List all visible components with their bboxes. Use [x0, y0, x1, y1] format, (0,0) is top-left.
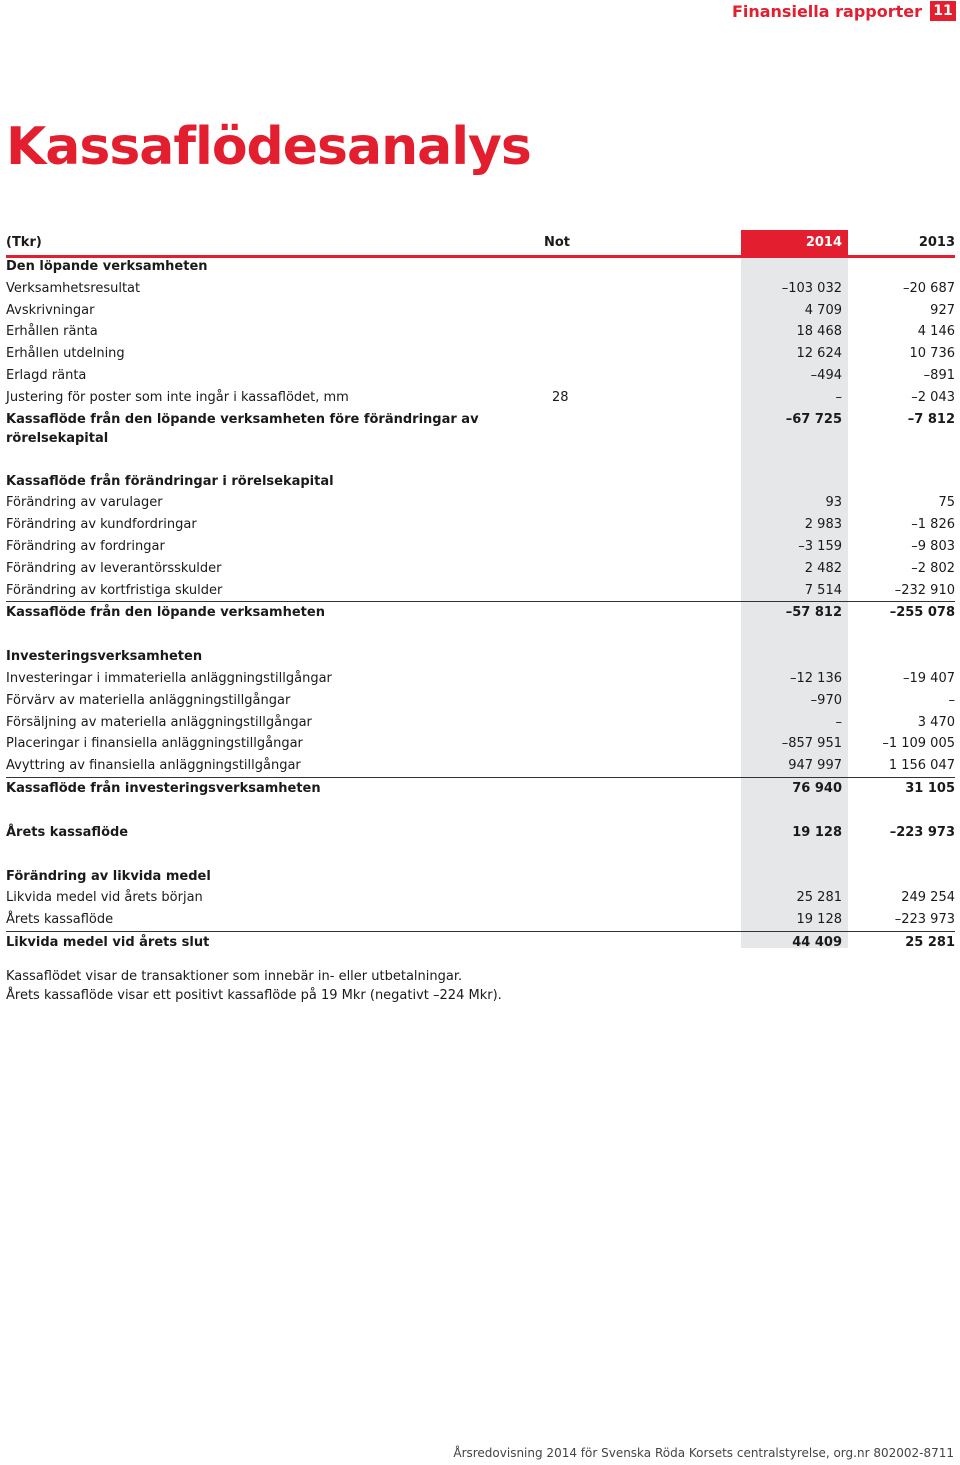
row-value-2013: –223 973: [894, 912, 955, 928]
row-value-2014: –: [835, 714, 842, 730]
section-heading-text: Kassaflöde från förändringar i rörelsekapital: [6, 473, 334, 489]
row-value-2014: 93: [825, 495, 842, 511]
table-row: [6, 909, 955, 931]
row-value-2014: 44 409: [792, 934, 842, 950]
note-header: Not: [544, 235, 571, 250]
table-row: [6, 558, 955, 580]
row-value-2013: –7 812: [907, 411, 955, 427]
table-row: [6, 536, 955, 558]
row-label: Investeringar i immateriella anläggningstillgångar: [6, 670, 332, 686]
table-row: [6, 278, 955, 300]
row-value-2013: –2 043: [911, 389, 955, 405]
row-value-2013: 75: [938, 495, 955, 511]
section-heading: [6, 471, 955, 493]
section-heading-text: Den löpande verksamheten: [6, 259, 208, 274]
row-value-2014: 7 514: [804, 582, 842, 598]
row-value-2013: –19 407: [903, 670, 955, 686]
row-label: Erhållen utdelning: [6, 346, 125, 362]
section-heading-text: Investeringsverksamheten: [6, 649, 203, 665]
row-label: Förändring av kundfordringar: [6, 517, 197, 533]
table-row: [6, 755, 955, 777]
table-row: [6, 321, 955, 343]
subtotal-row: [6, 409, 955, 449]
row-label: Verksamhetsresultat: [6, 280, 141, 296]
row-label: Kassaflöde från den löpande verksamheten: [6, 605, 325, 621]
row-label: Förändring av leverantörsskulder: [6, 560, 222, 576]
row-label: Likvida medel vid årets början: [6, 890, 203, 906]
row-value-2014: 2 482: [804, 560, 842, 576]
row-value-2014: –57 812: [785, 605, 842, 621]
row-value-2013: –1 826: [911, 517, 955, 533]
row-value-2014: –: [835, 389, 842, 405]
row-value-2013: –9 803: [911, 538, 955, 554]
note-line: Kassaflödet visar de transaktioner som innebär in- eller utbetalningar.: [6, 969, 463, 984]
row-value-2013: –223 973: [889, 824, 955, 840]
table-row: [6, 300, 955, 322]
page-header: [732, 0, 956, 22]
row-value-2013: –232 910: [894, 582, 955, 598]
row-label: Förändring av fordringar: [6, 538, 165, 554]
table-row: [6, 690, 955, 712]
row-value-2013: –891: [923, 367, 955, 383]
row-value-2013: –20 687: [903, 280, 955, 296]
row-value-2013: 3 470: [917, 714, 955, 730]
row-value-2014: –494: [810, 367, 842, 383]
table-row: [6, 733, 955, 755]
row-value-2013: 249 254: [901, 890, 955, 906]
row-value-2014: 19 128: [792, 824, 842, 840]
row-value-2014: –857 951: [781, 736, 842, 752]
note-line: Årets kassaflöde visar ett positivt kassaflöde på 19 Mkr (negativt –224 Mkr).: [6, 988, 502, 1003]
row-value-2014: 25 281: [796, 890, 842, 906]
row-label: Förvärv av materiella anläggningstillgångar: [6, 692, 291, 708]
table-row: [6, 668, 955, 690]
row-value-2014: 4 709: [804, 302, 842, 318]
row-note: 28: [552, 389, 569, 405]
section-heading: [6, 866, 955, 888]
section-title: Finansiella rapporter: [731, 1, 922, 21]
table-row: [6, 492, 955, 514]
subtotal-row: [6, 601, 955, 624]
row-label: Kassaflöde från den löpande verksamheten före förändringar av rörelsekapital: [6, 411, 479, 446]
row-value-2013: 10 736: [909, 346, 955, 362]
row-label: Årets kassaflöde: [6, 824, 129, 840]
unit-label: (Tkr): [6, 235, 42, 250]
row-value-2014: 947 997: [788, 758, 842, 774]
row-value-2013: 927: [930, 302, 955, 318]
row-label: Årets kassaflöde: [6, 912, 114, 928]
table-row: [6, 514, 955, 536]
row-value-2013: –2 802: [911, 560, 955, 576]
row-value-2013: –1 109 005: [882, 736, 955, 752]
row-value-2013: 31 105: [905, 780, 955, 796]
table-row: [6, 343, 955, 365]
row-value-2014: 2 983: [804, 517, 842, 533]
section-heading-text: Förändring av likvida medel: [6, 868, 211, 884]
year-2013-header: 2013: [918, 235, 955, 250]
row-value-2014: –970: [810, 692, 842, 708]
subtotal-row: [6, 777, 955, 800]
section-heading: [6, 646, 955, 668]
table-row: [6, 887, 955, 909]
table-row: [6, 580, 955, 602]
row-label: Kassaflöde från investeringsverksamheten: [6, 780, 321, 796]
row-label: Förändring av varulager: [6, 495, 163, 511]
page-number: 11: [930, 1, 956, 21]
table-row: [6, 365, 955, 387]
row-label: Avyttring av finansiella anläggningstillgångar: [6, 758, 301, 774]
year-2014-header: 2014: [741, 230, 848, 256]
page-footer: Årsredovisning 2014 för Svenska Röda Korsets centralstyrelse, org.nr 802002-8711: [453, 1446, 954, 1460]
row-label: Placeringar i finansiella anläggningstillgångar: [6, 736, 303, 752]
row-value-2014: –3 159: [798, 538, 842, 554]
cash-flow-table: [6, 230, 955, 954]
row-value-2013: –: [948, 692, 955, 708]
row-value-2014: –103 032: [781, 280, 842, 296]
row-value-2014: 12 624: [796, 346, 842, 362]
row-label: Justering för poster som inte ingår i kassaflödet, mm: [6, 389, 349, 405]
row-value-2014: –12 136: [790, 670, 842, 686]
row-value-2014: 18 468: [796, 324, 842, 340]
row-label: Likvida medel vid årets slut: [6, 934, 210, 950]
year-cash-flow-row: [6, 822, 955, 844]
table-row: [6, 387, 955, 409]
row-label: Erlagd ränta: [6, 367, 87, 383]
row-label: Försäljning av materiella anläggningstillgångar: [6, 714, 312, 730]
row-value-2013: 1 156 047: [888, 758, 955, 774]
row-label: Erhållen ränta: [6, 324, 98, 340]
row-value-2014: 76 940: [792, 780, 842, 796]
row-value-2014: 19 128: [796, 912, 842, 928]
row-label: Avskrivningar: [6, 302, 95, 318]
row-value-2013: –255 078: [889, 605, 955, 621]
row-label: Förändring av kortfristiga skulder: [6, 582, 223, 598]
row-value-2014: –67 725: [785, 411, 842, 427]
row-value-2013: 25 281: [905, 934, 955, 950]
row-value-2013: 4 146: [917, 324, 955, 340]
section-heading: [6, 256, 955, 278]
table-row: [6, 712, 955, 734]
table-header: [6, 230, 955, 256]
page-title: Kassaflödesanalys: [6, 117, 531, 177]
total-row: [6, 931, 955, 954]
explanatory-notes: [6, 967, 502, 1005]
